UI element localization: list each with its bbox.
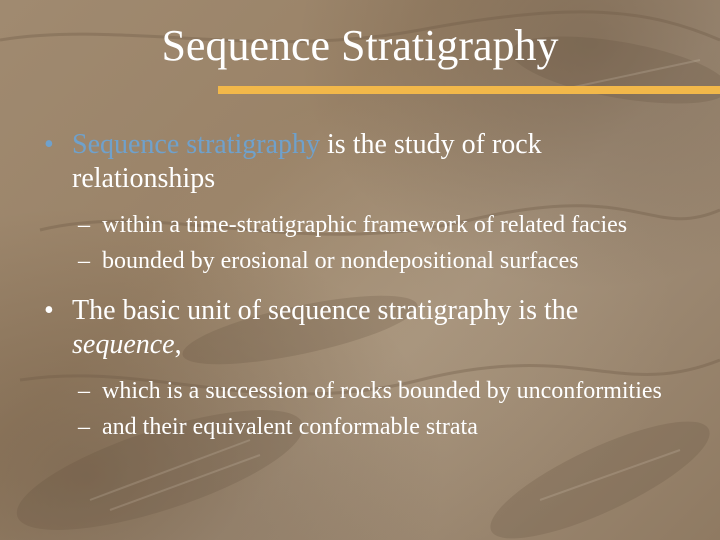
sub-item bbox=[78, 210, 684, 240]
emphasized-term: sequence bbox=[72, 329, 175, 360]
sub-text: within a time-stratigraphic framework of related facies bbox=[102, 212, 628, 238]
sub-text: bounded by erosional or nondepositional surfaces bbox=[102, 248, 579, 274]
bullet-item bbox=[44, 128, 684, 196]
bullet-marker: • bbox=[44, 295, 54, 326]
sub-item bbox=[78, 412, 684, 442]
sub-item bbox=[78, 246, 684, 276]
slide-content bbox=[44, 128, 684, 460]
bullet-text-end: , bbox=[174, 329, 182, 360]
slide-title: Sequence Stratigraphy bbox=[161, 21, 559, 70]
bullet-text: is the study of rock relationships bbox=[72, 129, 542, 194]
highlighted-term: Sequence stratigraphy bbox=[72, 129, 321, 160]
sub-text: and their equivalent conformable strata bbox=[102, 414, 478, 440]
sub-marker: – bbox=[78, 378, 90, 404]
sub-marker: – bbox=[78, 248, 90, 274]
bullet-item bbox=[44, 294, 684, 362]
sub-text: which is a succession of rocks bounded by unconformities bbox=[102, 378, 662, 404]
sub-list bbox=[78, 210, 684, 276]
bullet-text: The basic unit of sequence stratigraphy is the bbox=[72, 295, 579, 326]
sub-marker: – bbox=[78, 414, 90, 440]
sub-list bbox=[78, 376, 684, 442]
sub-item bbox=[78, 376, 684, 406]
sub-marker: – bbox=[78, 212, 90, 238]
title-underline bbox=[218, 86, 720, 94]
bullet-marker: • bbox=[44, 129, 54, 160]
